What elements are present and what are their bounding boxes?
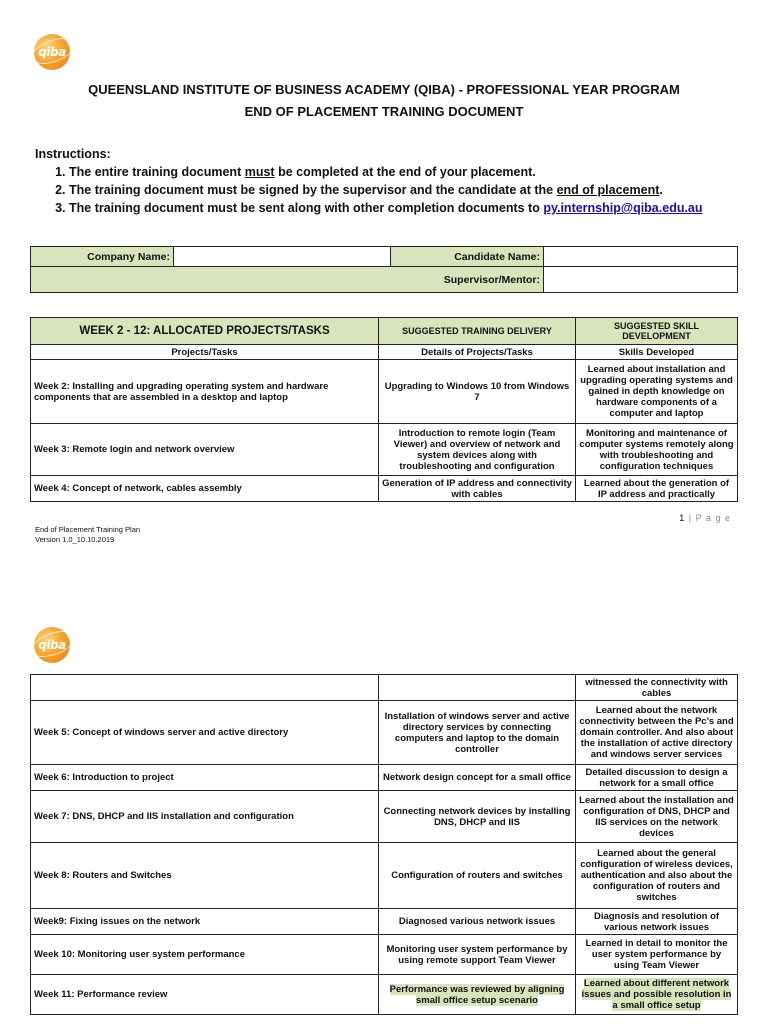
table-row: Week 6: Introduction to project Network design concept for a small office Detailed discussion to design a network for a small office bbox=[31, 765, 738, 791]
table-row: Week 7: DNS, DHCP and IIS installation and configuration Connecting network devices by installing DNS, DHCP and IIS Learned about the installation and configuration of DNS, DHCP and IIS services on the network devices bbox=[31, 791, 738, 843]
table-row: Week 5: Concept of windows server and active directory Installation of windows server and active directory services by connecting computers and laptop to the domain controller Learned about the network connectivity between the Pc’s and domain controller. And also about the installation of active directory and windows server services bbox=[31, 701, 738, 765]
table-row: Week 10: Monitoring user system performance Monitoring user system performance by using remote support Team Viewer Learned in detail to monitor the user system performance by using Team Viewer bbox=[31, 935, 738, 975]
instructions bbox=[35, 147, 703, 219]
qiba-logo: qiba bbox=[34, 34, 70, 70]
page-gap bbox=[0, 560, 768, 615]
sub-head-details: Details of Projects/Tasks bbox=[379, 345, 576, 360]
table-row: Week 8: Routers and Switches Configuration of routers and switches Learned about the general configuration of wireless devices, authentication and also about the configuration of routers and switches bbox=[31, 843, 738, 909]
candidate-name-label: Candidate Name: bbox=[391, 247, 544, 267]
document-title-line1: QUEENSLAND INSTITUTE OF BUSINESS ACADEMY (QIBA) - PROFESSIONAL YEAR PROGRAM bbox=[88, 82, 680, 97]
instruction-item-3: 3. The training document must be sent along with other completion documents to py.internship@qiba.edu.au bbox=[69, 201, 703, 215]
instructions-list bbox=[35, 165, 703, 215]
tasks-table-page1 bbox=[30, 317, 738, 502]
company-name-field[interactable] bbox=[174, 247, 391, 267]
page-number: 1 | P a g e bbox=[679, 513, 731, 523]
table-row: Week 11: Performance review Performance was reviewed by aligning small office setup scenario Learned about different network issues and possible resolution in a small office setup bbox=[31, 975, 738, 1015]
page-footer: End of Placement Training Plan Version 1.0_10.10.2019 bbox=[35, 525, 141, 544]
sub-head-skills: Skills Developed bbox=[576, 345, 738, 360]
table-row: Week9: Fixing issues on the network Diagnosed various network issues Diagnosis and resolution of various network issues bbox=[31, 909, 738, 935]
company-name-label: Company Name: bbox=[31, 247, 174, 267]
document-title-line2: END OF PLACEMENT TRAINING DOCUMENT bbox=[244, 104, 524, 119]
qiba-logo-2: qiba bbox=[34, 627, 70, 663]
instruction-item-2: 2. The training document must be signed by the supervisor and the candidate at the end of placement. bbox=[69, 183, 703, 197]
tasks-table-page2 bbox=[30, 674, 738, 1015]
sub-head-projects: Projects/Tasks bbox=[31, 345, 379, 360]
instructions-label: Instructions: bbox=[35, 147, 111, 161]
table-head-delivery: SUGGESTED TRAINING DELIVERY bbox=[379, 318, 576, 345]
table-row: witnessed the connectivity with cables bbox=[31, 675, 738, 701]
table-row: Week 2: Installing and upgrading operating system and hardware components that are assembled in a desktop and laptop Upgrading to Windows 10 from Windows 7 Learned about installation and upgrading operating systems and gained in depth knowledge on hardware components of a computer and laptop bbox=[31, 360, 738, 424]
candidate-name-field[interactable] bbox=[544, 247, 738, 267]
page-2 bbox=[0, 615, 768, 1024]
table-row: Week 3: Remote login and network overview Introduction to remote login (Team Viewer) and overview of network and system devices along with troubleshooting and configuration Monitoring and maintenance of computer systems remotely along with troubleshooting and configuration techniques bbox=[31, 424, 738, 476]
internship-email-link[interactable]: py.internship@qiba.edu.au bbox=[543, 201, 703, 215]
supervisor-field[interactable] bbox=[544, 267, 738, 293]
supervisor-label: Supervisor/Mentor: bbox=[31, 267, 544, 293]
table-head-main: WEEK 2 - 12: ALLOCATED PROJECTS/TASKS bbox=[31, 318, 379, 345]
table-row: Week 4: Concept of network, cables assembly Generation of IP address and connectivity with cables Learned about the generation of IP address and practically bbox=[31, 476, 738, 502]
info-table bbox=[30, 246, 738, 293]
table-head-skill: SUGGESTED SKILL DEVELOPMENT bbox=[576, 318, 738, 345]
instruction-item-1: 1. The entire training document must be completed at the end of your placement. bbox=[69, 165, 703, 179]
